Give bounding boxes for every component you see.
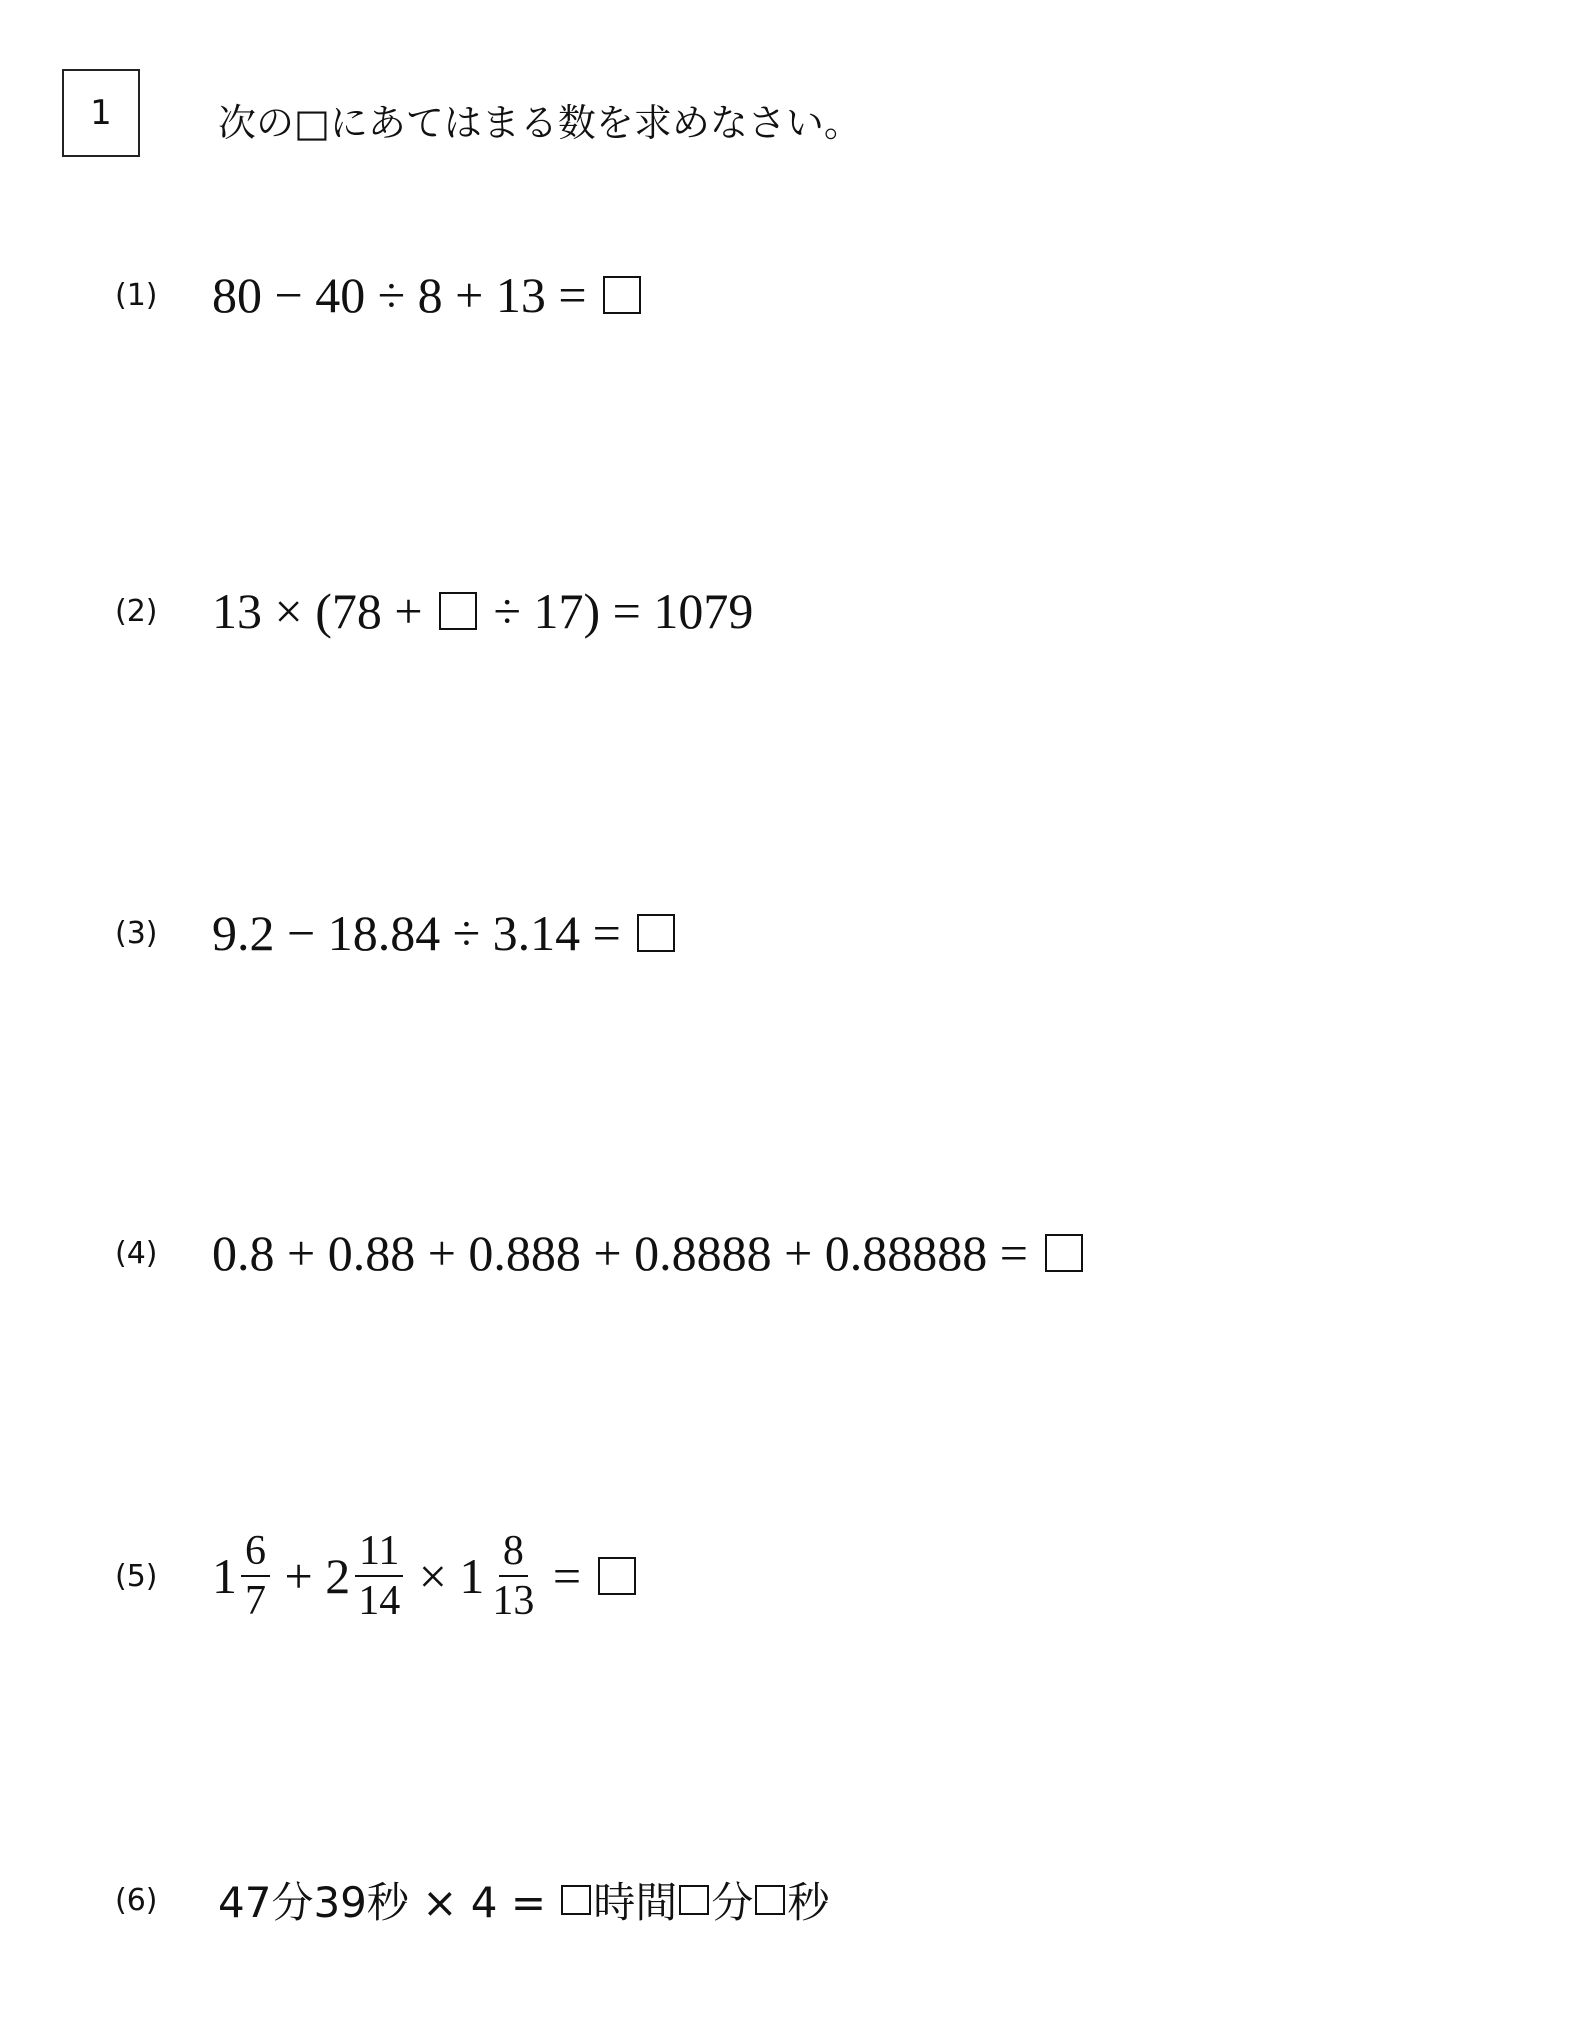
section-number: 1 — [90, 93, 112, 133]
fraction-denominator: 13 — [492, 1578, 535, 1624]
problem-2 — [0, 551, 1572, 671]
answer-blank-seconds[interactable] — [755, 1885, 785, 1915]
fraction — [354, 1527, 404, 1625]
problem-1 — [0, 235, 1572, 355]
answer-blank[interactable] — [439, 592, 477, 630]
fraction-numerator: 6 — [241, 1527, 270, 1577]
unit-hours: 時間 — [593, 1878, 678, 1927]
problem-3-expression — [212, 873, 679, 993]
answer-blank[interactable] — [603, 276, 641, 314]
mixed-number-whole: 2 — [325, 1548, 351, 1604]
fraction — [488, 1527, 538, 1625]
problem-5-label: (5) — [115, 1558, 158, 1594]
unit-seconds: 秒 — [787, 1878, 830, 1927]
section-number-box — [62, 69, 140, 157]
mixed-number-whole: 1 — [459, 1548, 485, 1604]
problem-4-text: 0.8 + 0.88 + 0.888 + 0.8888 + 0.88888 = — [212, 1225, 1041, 1281]
unit-minutes: 分 — [711, 1878, 754, 1927]
problem-2-expression — [212, 551, 753, 671]
fraction-denominator: 14 — [358, 1578, 401, 1624]
fraction-numerator: 8 — [499, 1527, 528, 1577]
problem-5-expression — [212, 1516, 640, 1636]
problem-6 — [0, 1840, 1572, 1960]
answer-blank[interactable] — [598, 1557, 636, 1595]
answer-blank-hours[interactable] — [561, 1885, 591, 1915]
answer-blank[interactable] — [1045, 1234, 1083, 1272]
problem-3 — [0, 873, 1572, 993]
mixed-number-whole: 1 — [212, 1548, 237, 1604]
fraction — [241, 1527, 270, 1625]
fraction-numerator: 11 — [355, 1527, 403, 1577]
problem-5 — [0, 1516, 1572, 1636]
problem-3-label: (3) — [115, 915, 158, 951]
answer-blank-minutes[interactable] — [679, 1885, 709, 1915]
problem-2-text-before: 13 × (78 + — [212, 583, 436, 639]
problem-6-text: 47分39秒 × 4 = — [218, 1878, 560, 1927]
fraction-denominator: 7 — [245, 1578, 266, 1624]
problem-4 — [0, 1193, 1572, 1313]
problem-1-text: 80 − 40 ÷ 8 + 13 = — [212, 267, 600, 323]
operator: = — [540, 1548, 594, 1604]
problem-3-text: 9.2 − 18.84 ÷ 3.14 = — [212, 905, 634, 961]
problem-6-expression — [218, 1840, 829, 1960]
answer-blank[interactable] — [637, 914, 675, 952]
problem-6-label: (6) — [115, 1882, 158, 1918]
operator: + — [272, 1548, 326, 1604]
problem-1-expression — [212, 235, 645, 355]
problem-2-text-after: ÷ 17) = 1079 — [481, 583, 754, 639]
operator: × — [406, 1548, 460, 1604]
problem-1-label: (1) — [115, 277, 158, 313]
problem-2-label: (2) — [115, 593, 158, 629]
problem-4-label: (4) — [115, 1235, 158, 1271]
instruction-text: 次の□にあてはまる数を求めなさい。 — [218, 101, 862, 145]
problem-4-expression — [212, 1193, 1087, 1313]
